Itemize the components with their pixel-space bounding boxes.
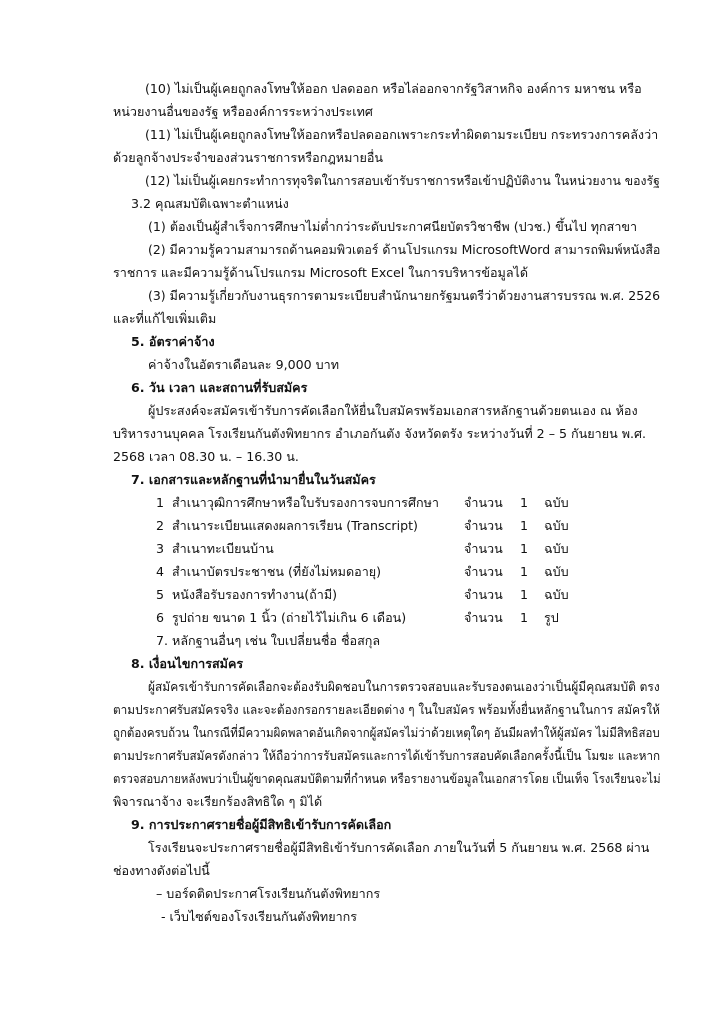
- doc-unit: ฉบับ: [544, 541, 569, 556]
- doc-qty-label: จำนวน: [464, 541, 503, 556]
- doc-qty: 1: [520, 610, 529, 625]
- section-3-2-heading: 3.2 คุณสมบัติเฉพาะตำแหน่ง: [131, 196, 289, 211]
- criteria-item-11-line2: ด้วยลูกจ้างประจำของส่วนราชการหรือกฎหมายอื่น: [113, 150, 384, 165]
- section-9-heading: 9. การประกาศรายชื่อผู้มีสิทธิเข้ารับการคัดเลือก: [131, 817, 392, 832]
- section-8-line: ตามประกาศรับสมัครดังกล่าว ให้ถือว่าการรับสมัครและการได้เข้ารับการสอบคัดเลือกครั้งนี้เป็น โมฆะ และหาก: [113, 748, 661, 763]
- doc-qty: 1: [520, 541, 529, 556]
- section-3-2-item-2-line2: ราชการ และมีความรู้ด้านโปรแกรม Microsoft Excel ในการบริหารข้อมูลได้: [113, 265, 529, 280]
- section-5-heading: 5. อัตราค่าจ้าง: [131, 334, 215, 349]
- section-3-2-item-2-line1: (2) มีความรู้ความสามารถด้านคอมพิวเตอร์ ด้านโปรแกรม MicrosoftWord สามารถพิมพ์หนังสือ: [148, 242, 661, 257]
- doc-qty-label: จำนวน: [464, 495, 503, 510]
- section-8-line: ผู้สมัครเข้ารับการคัดเลือกจะต้องรับผิดชอบในการตรวจสอบและรับรองตนเองว่าเป็นผู้มีคุณสมบัติ ตรง: [148, 679, 660, 694]
- section-7-heading: 7. เอกสารและหลักฐานที่นำมายื่นในวันสมัคร: [131, 472, 376, 487]
- section-6-line3: 2568 เวลา 08.30 น. – 16.30 น.: [113, 449, 299, 464]
- section-8-line: พิจารณาจ้าง จะเรียกร้องสิทธิใด ๆ มิได้: [113, 794, 323, 809]
- doc-unit: รูป: [544, 610, 559, 625]
- section-3-2-item-3-line1: (3) มีความรู้เกี่ยวกับงานธุรการตามระเบียบสำนักนายกรัฐมนตรีว่าด้วยงานสารบรรณ พ.ศ. 2526: [148, 288, 661, 303]
- section-9-channel-1: – บอร์ดติดประกาศโรงเรียนกันตังพิทยากร: [156, 886, 381, 901]
- section-9-line2: ช่องทางดังต่อไปนี้: [113, 863, 210, 878]
- doc-name: สำเนาระเบียนแสดงผลการเรียน (Transcript): [172, 518, 418, 533]
- section-8-line: ตามประกาศรับสมัครจริง และจะต้องกรอกรายละเอียดต่าง ๆ ในใบสมัคร พร้อมทั้งยื่นหลักฐานในการ สมัครให้: [113, 702, 660, 717]
- doc-unit: ฉบับ: [544, 587, 569, 602]
- section-3-2-item-1: (1) ต้องเป็นผู้สำเร็จการศึกษาไม่ต่ำกว่าระดับประกาศนียบัตรวิชาชีพ (ปวช.) ขึ้นไป ทุกสาขา: [148, 219, 638, 234]
- doc-number: 4: [156, 564, 165, 579]
- doc-unit: ฉบับ: [544, 564, 569, 579]
- doc-qty-label: จำนวน: [464, 564, 503, 579]
- section-8-line: ถูกต้องครบถ้วน ในกรณีที่มีความผิดพลาดอันเกิดจากผู้สมัครไม่ว่าด้วยเหตุใดๆ อันมีผลทำให้ผู้สมัคร ไม่มีสิทธิสอบ: [113, 725, 660, 740]
- doc-qty: 1: [520, 587, 529, 602]
- section-6-line2: บริหารงานบุคคล โรงเรียนกันตังพิทยากร อำเภอกันตัง จังหวัดตรัง ระหว่างวันที่ 2 – 5 กันยายน พ.ศ.: [113, 426, 646, 441]
- section-6-heading: 6. วัน เวลา และสถานที่รับสมัคร: [131, 380, 308, 395]
- doc-unit: ฉบับ: [544, 518, 569, 533]
- doc-qty: 1: [520, 495, 529, 510]
- criteria-item-11-line1: (11) ไม่เป็นผู้เคยถูกลงโทษให้ออกหรือปลดออกเพราะกระทำผิดตามระเบียบ กระทรวงการคลังว่า: [145, 127, 659, 142]
- doc-qty-label: จำนวน: [464, 587, 503, 602]
- section-9-channel-2: - เว็บไซต์ของโรงเรียนกันตังพิทยากร: [161, 909, 358, 924]
- doc-name: สำเนาทะเบียนบ้าน: [172, 541, 274, 556]
- section-9-line1: โรงเรียนจะประกาศรายชื่อผู้มีสิทธิเข้ารับการคัดเลือก ภายในวันที่ 5 กันยายน พ.ศ. 2568 ผ่าน: [148, 840, 650, 855]
- doc-qty: 1: [520, 564, 529, 579]
- doc-number: 6: [156, 610, 165, 625]
- section-5-text: ค่าจ้างในอัตราเดือนละ 9,000 บาท: [148, 357, 339, 372]
- doc-qty-label: จำนวน: [464, 518, 503, 533]
- doc-number: 5: [156, 587, 165, 602]
- criteria-item-10-line2: หน่วยงานอื่นของรัฐ หรือองค์การระหว่างประเทศ: [113, 104, 373, 119]
- doc-unit: ฉบับ: [544, 495, 569, 510]
- doc-number: 1: [156, 495, 165, 510]
- doc-name: สำเนาวุฒิการศึกษาหรือใบรับรองการจบการศึกษา: [172, 495, 439, 510]
- doc-qty-label: จำนวน: [464, 610, 503, 625]
- doc-name: หนังสือรับรองการทำงาน(ถ้ามี): [172, 587, 338, 602]
- doc-name: รูปถ่าย ขนาด 1 นิ้ว (ถ่ายไว้ไม่เกิน 6 เดือน): [172, 610, 407, 625]
- section-6-line1: ผู้ประสงค์จะสมัครเข้ารับการคัดเลือกให้ยื่นใบสมัครพร้อมเอกสารหลักฐานด้วยตนเอง ณ ห้อง: [148, 403, 638, 418]
- section-3-2-item-3-line2: และที่แก้ไขเพิ่มเติม: [113, 311, 217, 326]
- criteria-item-12-line1: (12) ไม่เป็นผู้เคยกระทำการทุจริตในการสอบเข้ารับราชการหรือเข้าปฏิบัติงาน ในหน่วยงาน ของรัฐ: [145, 173, 660, 188]
- section-8-heading: 8. เงื่อนไขการสมัคร: [131, 656, 244, 671]
- doc-number: 3: [156, 541, 165, 556]
- doc-name: สำเนาบัตรประชาชน (ที่ยังไม่หมดอายุ): [172, 564, 382, 579]
- criteria-item-10-line1: (10) ไม่เป็นผู้เคยถูกลงโทษให้ออก ปลดออก หรือไล่ออกจากรัฐวิสาหกิจ องค์การ มหาชน หรือ: [145, 81, 642, 96]
- doc-item-7: 7. หลักฐานอื่นๆ เช่น ใบเปลี่ยนชื่อ ชื่อสกุล: [156, 633, 381, 648]
- section-8-line: ตรวจสอบภายหลังพบว่าเป็นผู้ขาดคุณสมบัติตามที่กำหนด หรือรายงานข้อมูลในเอกสารโดย เป็นเท็จ โรงเรียนจะไม่: [113, 771, 661, 786]
- doc-number: 2: [156, 518, 165, 533]
- doc-qty: 1: [520, 518, 529, 533]
